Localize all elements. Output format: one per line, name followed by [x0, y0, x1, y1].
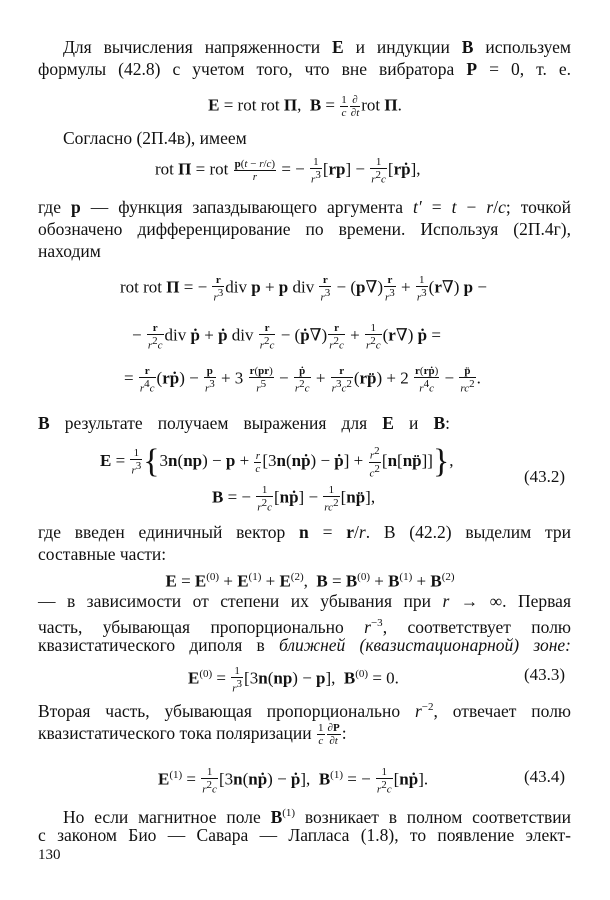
equation-rotrot-line1: rot rot Π = − $\frac{r}{r^3}$ div p + p div $\frac{r}{r^3}$ − (p∇) $\frac{r}{r^3}$ + $\frac{1}{r^3}$ (r∇) p − — [120, 274, 487, 304]
paragraph2-line3: находим — [38, 241, 101, 261]
equation-E-B-definition: E = rot rot Π, B = $\frac{1}{c}$ $\frac{\partial}{\partial t}$ rot Π. — [208, 94, 402, 119]
equation-rot-pi: rot Π = rot $\frac{p(t - r/c)}{r}$ = − $\frac{1}{r^3}$ [rp] − $\frac{1}{r^2c}$ [rṗ], — [155, 156, 421, 186]
paragraph6-line2: с законом Био — Савара — Лапласа (1.8), то появление элект- — [38, 825, 571, 845]
text-soglasno: Согласно (2П.4в), имеем — [63, 128, 247, 148]
paragraph5-line2: квазистатического тока поляризации $\frac{1}{c}$ $\frac{\partial P}{\partial t}$ : — [38, 722, 347, 748]
paragraph1-line1: Для вычисления напряженности E и индукции B используем — [63, 37, 571, 57]
paragraph4-line1: — в зависимости от степени их убывания при r → ∞. Первая — [38, 591, 572, 611]
equation-43-4: $E^{(1)}$ = $\frac{1}{r^2c}$ [3n(nṗ) − ṗ], $B^{(1)}$ = − $\frac{1}{r^2c}$ [nṗ]. — [158, 765, 429, 796]
equation-parts: $E = E^{(0)} + E^{(1)} + E^{(2)}$, $B = B^{(0)} + B^{(1)} + B^{(2)}$ — [165, 571, 455, 591]
equation-43-3: $E^{(0)}$ = $\frac{1}{r^3}$ [3n(np) − p], $B^{(0)} = 0$. — [188, 664, 399, 695]
equation-rotrot-line2: − $\frac{r}{r^2c}$ div ṗ + ṗ div $\frac{r}{r^2c}$ − (ṗ∇) $\frac{r}{r^2c}$ + $\frac{1}{r^2c}$ (r∇) ṗ = — [132, 322, 441, 352]
paragraph2-line1: где p — функция запаздывающего аргумента t′ = t − r/c; точкой — [38, 197, 571, 217]
equation-number-43-2: (43.2) — [524, 467, 566, 486]
equation-number-43-4: (43.4) — [524, 767, 566, 786]
paragraph4-line2: часть, убывающая пропорционально $r^{-3}$, соответствует полю — [38, 616, 571, 637]
paragraph3-line1: где введен единичный вектор n = r/r. В (42.2) выделим три — [38, 522, 571, 542]
text-result: В результате получаем выражения для E и B: — [38, 413, 450, 433]
equation-rotrot-line3: = $\frac{r}{r^4c}$ (rṗ) − $\frac{p}{r^3}$ + 3 $\frac{r(pr)}{r^5}$ − $\frac{\text{ṗ}}{r^2c}$ + $\frac{r}{r^3c^2}$ (rp̈) + 2 $\frac{\text{r(rṗ)}}{r^4c}$ − $\frac{p̈}{rc^2}$ . — [124, 365, 481, 395]
paragraph6-line1: Но если магнитное поле $B^{(1)}$ возникает в полном соответствии — [63, 806, 571, 827]
paragraph3-line2: составные части: — [38, 544, 167, 564]
paragraph4-line3: квазистатического диполя в ближней (квазистационарной) зоне: — [38, 635, 571, 655]
equation-43-2-B: B = − $\frac{1}{r^2c}$ [nṗ] − $\frac{1}{rc^2}$ [np̈], — [212, 484, 376, 514]
equation-number-43-3: (43.3) — [524, 665, 566, 684]
paragraph2-line2: обозначено дифференцирование по времени. Используя (2П.4г), — [38, 219, 571, 239]
page-number: 130 — [38, 847, 61, 863]
equation-43-2-E: E = $\frac{1}{r^3}$ {3n(np) − p + $\frac{r}{c}$ [3n(nṗ) − ṗ] + $\frac{r^2}{c^2}$ [n[np̈]]}, — [100, 443, 454, 481]
paragraph5-line1: Вторая часть, убывающая пропорционально $r^{-2}$, отвечает полю — [38, 700, 572, 721]
paragraph1-line2: формулы (42.8) с учетом того, что вне вибратора P = 0, т. е. — [38, 59, 571, 79]
